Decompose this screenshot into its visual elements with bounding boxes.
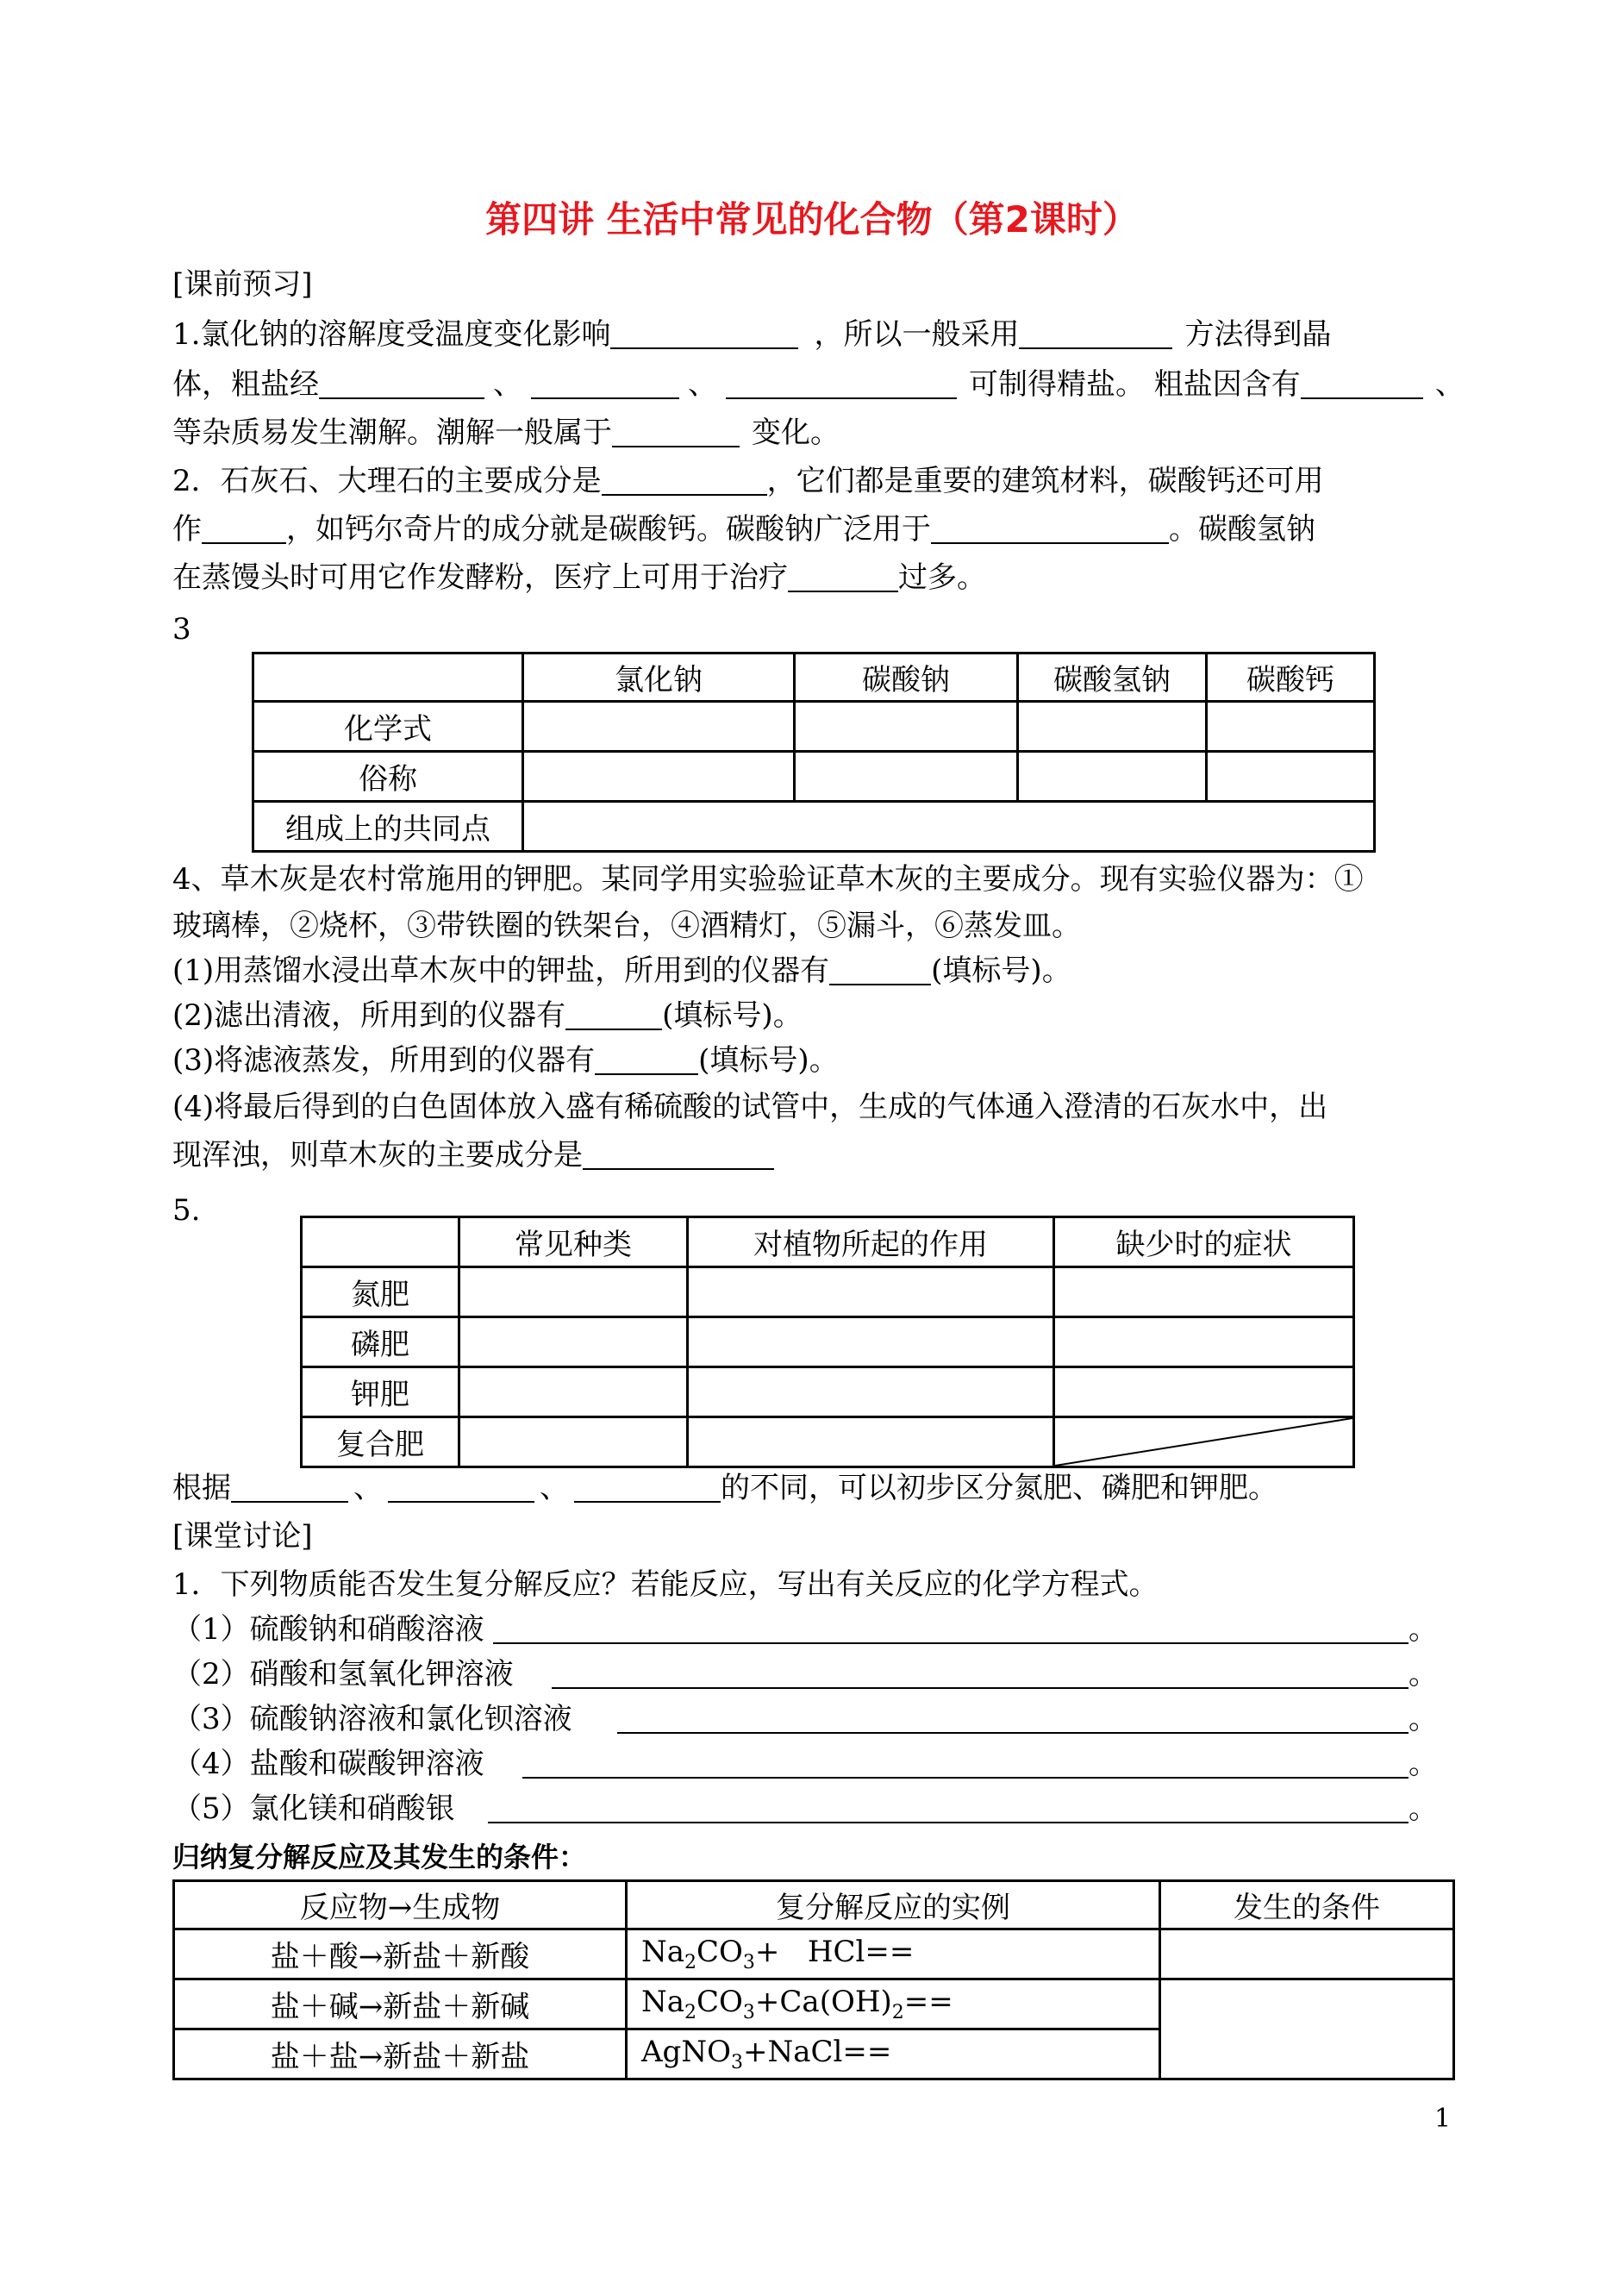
table-row [253,752,1375,802]
q1-line1 [172,316,1331,353]
answer-cell[interactable] [795,702,1018,752]
q4-text: (填标号)。 [662,998,803,1033]
answer-blank[interactable] [202,516,286,544]
q4-text: (3)将滤液蒸发，所用到的仪器有 [172,1043,596,1078]
answer-blank[interactable] [522,1751,1409,1779]
answer-blank[interactable] [602,468,767,496]
answer-cell[interactable] [1018,752,1207,802]
answer-cell[interactable] [1207,752,1375,802]
table-row [253,802,1375,852]
q1-text: 方法得到晶 [1184,317,1332,352]
q1-text: ，所以一般采用 [814,317,1020,352]
table-row [302,1267,1354,1317]
table-header: 碳酸钠 [795,653,1018,702]
equation-end: 。 [1409,1792,1438,1826]
q5-after [172,1469,1277,1507]
q1-text: 变化。 [752,416,840,450]
q2-text: 2．石灰石、大理石的主要成分是 [172,464,602,498]
answer-blank[interactable] [788,565,898,592]
equation-line [172,1655,1438,1693]
page-title: 第四讲 生活中常见的化合物（第2课时） [485,198,1139,241]
example-equation: $Na_2CO_3+Ca(OH)_2==$ [627,1979,1160,2029]
q2-line3 [172,559,986,597]
table-header: 常见种类 [459,1217,688,1267]
q2-text: ，它们都是重要的建筑材料，碳酸钙还可用 [766,464,1324,498]
equation-line [172,1790,1438,1828]
answer-cell[interactable] [688,1417,1054,1467]
table-header: 碳酸钙 [1207,653,1375,702]
q5-label: 5. [172,1193,201,1228]
table-header [253,653,523,702]
table-row [253,702,1375,752]
answer-cell[interactable] [1054,1267,1354,1317]
equation-end: 。 [1409,1657,1438,1692]
q4-part2 [172,997,803,1035]
q2-text: 。碳酸氢钠 [1169,512,1315,547]
diagonal-cell [1054,1417,1354,1467]
equation-line [172,1610,1438,1648]
answer-blank[interactable] [574,1475,721,1503]
reaction-type: 盐＋盐→新盐＋新盐 [174,2029,627,2079]
table-row [174,1929,1454,1979]
equation-line [172,1700,1438,1738]
answer-cell[interactable] [459,1317,688,1367]
answer-cell[interactable] [688,1267,1054,1317]
answer-blank[interactable] [488,1796,1409,1823]
q5-text: 、 [540,1471,569,1505]
answer-blank[interactable] [726,372,957,399]
q2-text: 在蒸馒头时可用它作发酵粉，医疗上可用于治疗 [172,560,788,595]
answer-cell[interactable] [459,1417,688,1467]
table-row [253,653,1375,702]
q4-text: (填标号)。 [698,1043,839,1078]
answer-blank[interactable] [552,1661,1409,1689]
table-header: 发生的条件 [1160,1881,1454,1929]
equation-prompt: （5）氯化镁和硝酸银 [172,1792,455,1826]
table-row [174,1881,1454,1929]
row-label: 复合肥 [302,1417,459,1467]
reaction-table [172,1879,1455,2080]
table-header: 氯化钠 [523,653,795,702]
table-row [174,1979,1454,2029]
row-label: 化学式 [253,702,523,752]
q1-text: 体，粗盐经 [172,367,319,402]
table-header: 碳酸氢钠 [1018,653,1207,702]
answer-blank[interactable] [565,1003,662,1030]
fertilizer-table [300,1216,1355,1468]
table-row [302,1217,1354,1267]
equation-end: 。 [1409,1702,1438,1736]
q1-line2 [172,366,1465,403]
q4-part1 [172,952,1071,990]
discussion-heading: [课堂讨论] [172,1519,313,1554]
q1-text: 、 [493,367,522,402]
q2-line1 [172,462,1324,500]
q4-text: (2)滤出清液，所用到的仪器有 [172,998,566,1033]
reaction-type: 盐＋酸→新盐＋新酸 [174,1929,627,1979]
condition-cell[interactable] [1160,1929,1454,1979]
q1-line3 [172,414,840,452]
q2-text: 过多。 [898,560,986,595]
condition-cell[interactable] [1160,1979,1454,2079]
table-row [302,1417,1354,1467]
q4-text: (1)用蒸馏水浸出草木灰中的钾盐，所用到的仪器有 [172,954,830,988]
equation-prompt: （2）硝酸和氢氧化钾溶液 [172,1657,514,1692]
equation-prompt: （3）硫酸钠溶液和氯化钡溶液 [172,1702,572,1736]
q1-text: 等杂质易发生潮解。潮解一般属于 [172,416,612,450]
q4-text: (填标号)。 [931,954,1071,988]
answer-blank[interactable] [1019,322,1172,349]
example-equation: $Na_2CO_3+ HCl==$ [627,1929,1160,1979]
table-header: 复分解反应的实例 [627,1881,1160,1929]
equation-line [172,1745,1438,1783]
answer-cell[interactable] [688,1367,1054,1417]
q4-part3 [172,1041,839,1079]
answer-blank[interactable] [1301,372,1423,399]
answer-cell[interactable] [1018,702,1207,752]
answer-cell[interactable] [1054,1317,1354,1367]
row-label: 钾肥 [302,1367,459,1417]
compound-table [252,652,1376,853]
q1-text: 可制得精盐。 粗盐因含有 [969,367,1301,402]
answer-cell[interactable] [523,702,795,752]
answer-cell[interactable] [459,1367,688,1417]
answer-blank[interactable] [583,1142,774,1170]
q1-text: 、 [688,367,717,402]
q2-line2 [172,510,1315,548]
answer-cell[interactable] [1054,1367,1354,1417]
q4-part4-line2 [172,1136,774,1174]
q2-text: 作 [172,512,202,547]
reaction-type: 盐＋碱→新盐＋新碱 [174,1979,627,2029]
answer-blank[interactable] [531,372,679,399]
q3-label: 3 [172,612,191,647]
q5-text: 、 [353,1471,383,1505]
answer-blank[interactable] [612,420,740,447]
discussion-q1: 1．下列物质能否发生复分解反应？若能反应，写出有关反应的化学方程式。 [172,1567,1159,1602]
answer-blank[interactable] [595,1047,698,1075]
q5-text: 的不同，可以初步区分氮肥、磷肥和钾肥。 [721,1471,1277,1505]
q1-text: 、 [1434,367,1465,402]
q1-text: 1.氯化钠的溶解度受温度变化影响 [172,317,611,352]
answer-blank[interactable] [231,1475,348,1503]
q4-part4-line1: (4)将最后得到的白色固体放入盛有稀硫酸的试管中，生成的气体通入澄清的石灰水中，出 [172,1090,1328,1124]
equation-end: 。 [1409,1747,1438,1781]
q2-text: ，如钙尔奇片的成分就是碳酸钙。碳酸钠广泛用于 [286,512,931,547]
answer-cell[interactable] [1207,702,1375,752]
summary-heading: 归纳复分解反应及其发生的条件： [172,1841,587,1873]
row-label: 氮肥 [302,1267,459,1317]
q4-intro2: 玻璃棒，②烧杯，③带铁圈的铁架台，④酒精灯，⑤漏斗，⑥蒸发皿。 [172,909,1081,943]
answer-cell[interactable] [459,1267,688,1317]
row-label: 俗称 [253,752,523,802]
table-header: 缺少时的症状 [1054,1217,1354,1267]
q5-text: 根据 [172,1471,231,1505]
answer-cell[interactable] [688,1317,1054,1367]
row-label: 组成上的共同点 [253,802,523,852]
answer-blank[interactable] [617,1706,1409,1734]
answer-blank[interactable] [493,1617,1409,1644]
answer-cell[interactable] [523,752,795,802]
page-number: 1 [1434,2104,1452,2134]
table-header [302,1217,459,1267]
preview-heading: [课前预习] [172,267,313,302]
table-row [302,1367,1354,1417]
q4-text: 现浑浊，则草木灰的主要成分是 [172,1138,583,1173]
q4-intro1: 4、草木灰是农村常施用的钾肥。某同学用实验验证草木灰的主要成分。现有实验仪器为：① [172,862,1364,897]
table-header: 对植物所起的作用 [688,1217,1054,1267]
table-header: 反应物→生成物 [174,1881,627,1929]
example-equation: AgNO$_3$+NaCl== [627,2029,1160,2079]
equation-prompt: （4）盐酸和碳酸钾溶液 [172,1747,484,1781]
table-row [302,1317,1354,1367]
answer-cell[interactable] [523,802,1375,852]
answer-blank[interactable] [931,516,1169,544]
answer-blank[interactable] [610,322,798,349]
answer-cell[interactable] [795,752,1018,802]
answer-blank[interactable] [388,1475,534,1503]
answer-blank[interactable] [319,372,484,399]
equation-prompt: （1）硫酸钠和硝酸溶液 [172,1612,484,1647]
equation-end: 。 [1409,1612,1438,1647]
row-label: 磷肥 [302,1317,459,1367]
diagonal-line [1055,1418,1352,1466]
answer-blank[interactable] [829,958,931,985]
